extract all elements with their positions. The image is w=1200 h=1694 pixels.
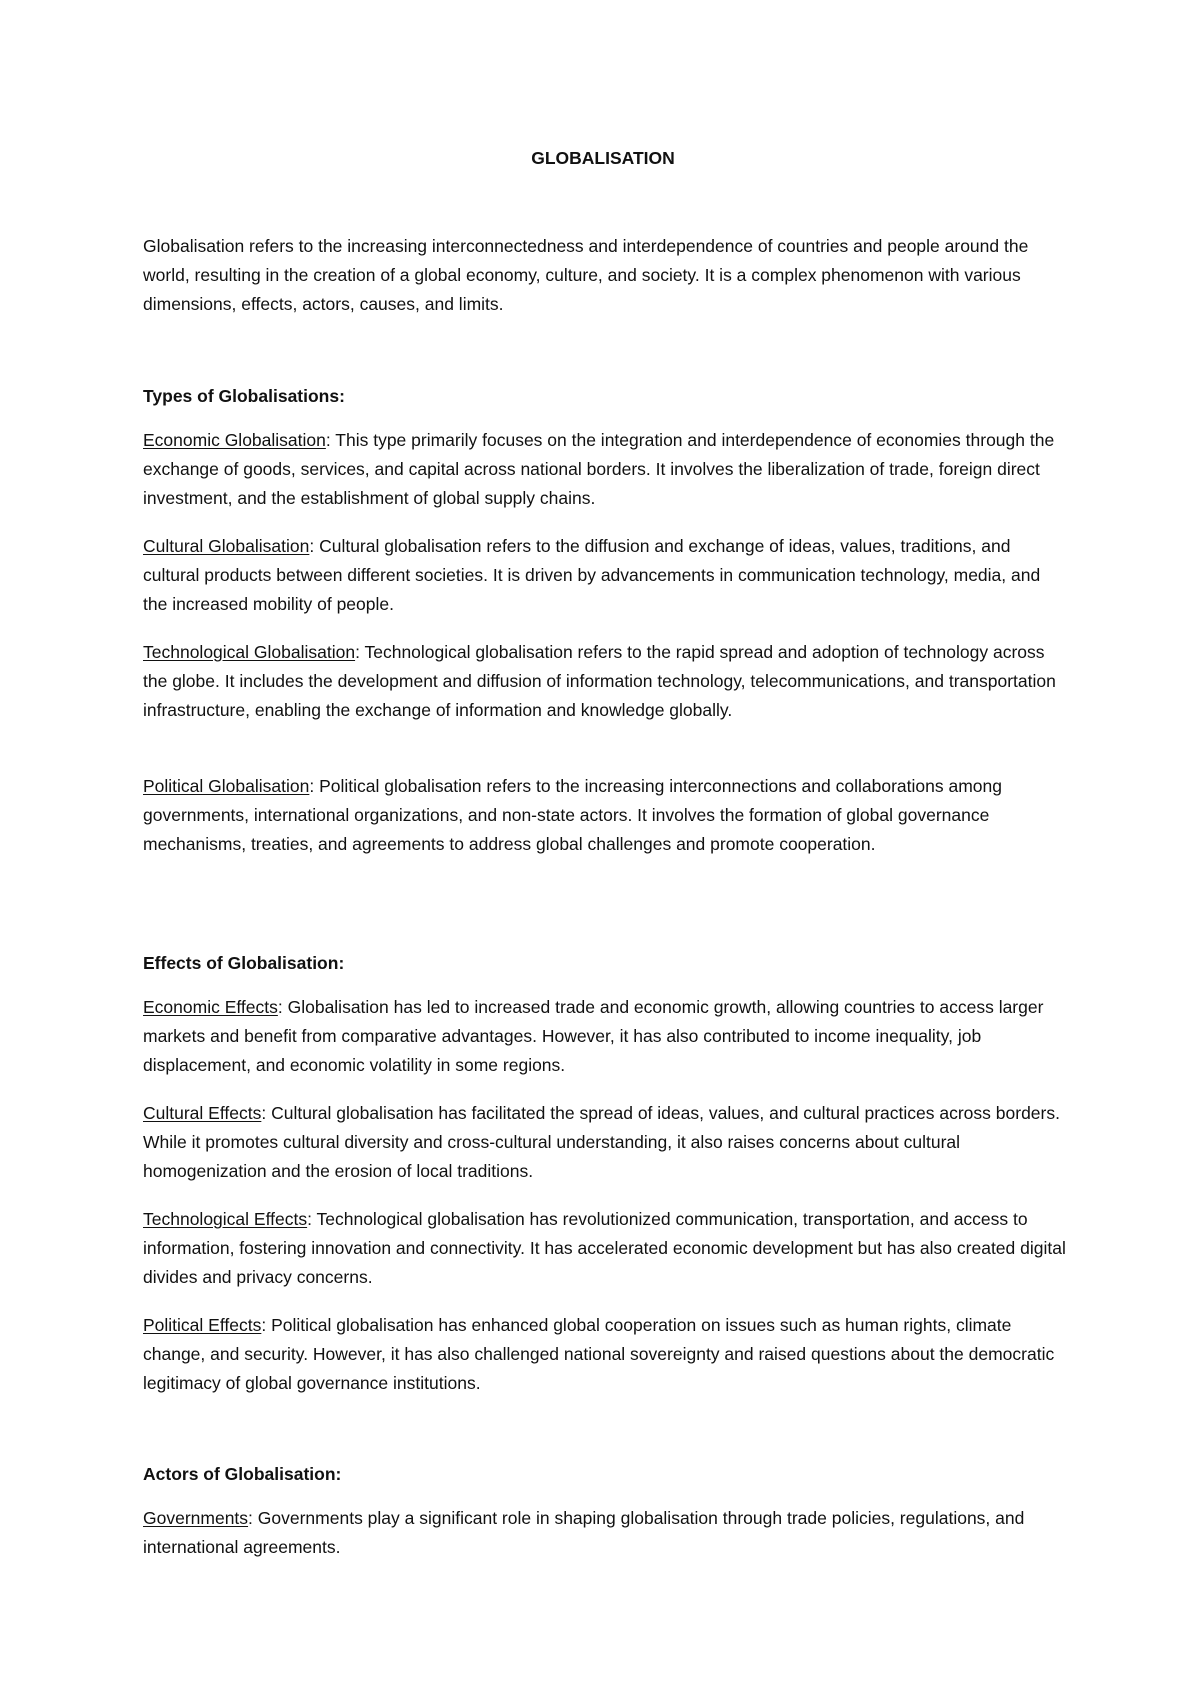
term-economic-effects: Economic Effects bbox=[143, 997, 278, 1017]
term-governments: Governments bbox=[143, 1508, 249, 1528]
term-political-effects: Political Effects bbox=[143, 1315, 262, 1335]
document-page bbox=[143, 0, 1073, 1694]
term-cultural-globalisation: Cultural Globalisation bbox=[143, 536, 310, 556]
types-item-technological bbox=[143, 638, 1068, 725]
page-title: GLOBALISATION bbox=[531, 148, 675, 168]
term-cultural-effects: Cultural Effects bbox=[143, 1103, 262, 1123]
types-item-technological-text: : Technological globalisation refers to the rapid spread and adoption of technology across the globe. It includes the development and diffusion of information technology, telecommunications, and transportation infrastructure, enabling the exchange of information and knowledge globally. bbox=[143, 642, 1056, 720]
types-item-economic-text: : This type primarily focuses on the integration and interdependence of economies through the exchange of goods, services, and capital across national borders. It involves the liberalization of trade, foreign direct investment, and the establishment of global supply chains. bbox=[143, 430, 1055, 508]
types-item-cultural bbox=[143, 532, 1068, 619]
effects-item-cultural-text: : Cultural globalisation has facilitated the spread of ideas, values, and cultural practices across borders. While it promotes cultural diversity and cross-cultural understanding, it also raises concerns about cultural homogenization and the erosion of local traditions. bbox=[143, 1103, 1060, 1181]
term-economic-globalisation: Economic Globalisation bbox=[143, 430, 326, 450]
term-technological-effects: Technological Effects bbox=[143, 1209, 308, 1229]
effects-item-cultural bbox=[143, 1099, 1068, 1186]
types-item-political-text: : Political globalisation refers to the increasing interconnections and collaborations among governments, international organizations, and non-state actors. It involves the formation of global governance mechanisms, treaties, and agreements to address global challenges and promote cooperation. bbox=[143, 776, 1002, 854]
types-item-political bbox=[143, 772, 1068, 859]
types-item-cultural-text: : Cultural globalisation refers to the diffusion and exchange of ideas, values, traditions, and cultural products between different societies. It is driven by advancements in communication technology, media, and the increased mobility of people. bbox=[143, 536, 1041, 614]
effects-item-technological-text: : Technological globalisation has revolutionized communication, transportation, and access to information, fostering innovation and connectivity. It has accelerated economic development but has also created digital divides and privacy concerns. bbox=[143, 1209, 1066, 1287]
types-item-economic bbox=[143, 426, 1068, 513]
term-technological-globalisation: Technological Globalisation bbox=[143, 642, 356, 662]
effects-item-political-text: : Political globalisation has enhanced global cooperation on issues such as human rights, climate change, and security. However, it has also challenged national sovereignty and raised questions about the democratic legitimacy of global governance institutions. bbox=[143, 1315, 1055, 1393]
actors-item-governments-text: : Governments play a significant role in shaping globalisation through trade policies, regulations, and international agreements. bbox=[143, 1508, 1025, 1557]
effects-item-economic-text: : Globalisation has led to increased trade and economic growth, allowing countries to access larger markets and benefit from comparative advantages. However, it has also contributed to income inequality, job displacement, and economic volatility in some regions. bbox=[143, 997, 1044, 1075]
effects-item-political bbox=[143, 1311, 1068, 1398]
types-heading: Types of Globalisations: bbox=[143, 386, 345, 406]
actors-item-governments bbox=[143, 1504, 1068, 1562]
intro-paragraph: Globalisation refers to the increasing interconnectedness and interdependence of countries and people around the world, resulting in the creation of a global economy, culture, and society. It is a complex phenomenon with various dimensions, effects, actors, causes, and limits. bbox=[143, 236, 1029, 314]
actors-heading: Actors of Globalisation: bbox=[143, 1464, 342, 1484]
effects-item-technological bbox=[143, 1205, 1068, 1292]
effects-heading: Effects of Globalisation: bbox=[143, 953, 345, 973]
effects-item-economic bbox=[143, 993, 1068, 1080]
term-political-globalisation: Political Globalisation bbox=[143, 776, 310, 796]
